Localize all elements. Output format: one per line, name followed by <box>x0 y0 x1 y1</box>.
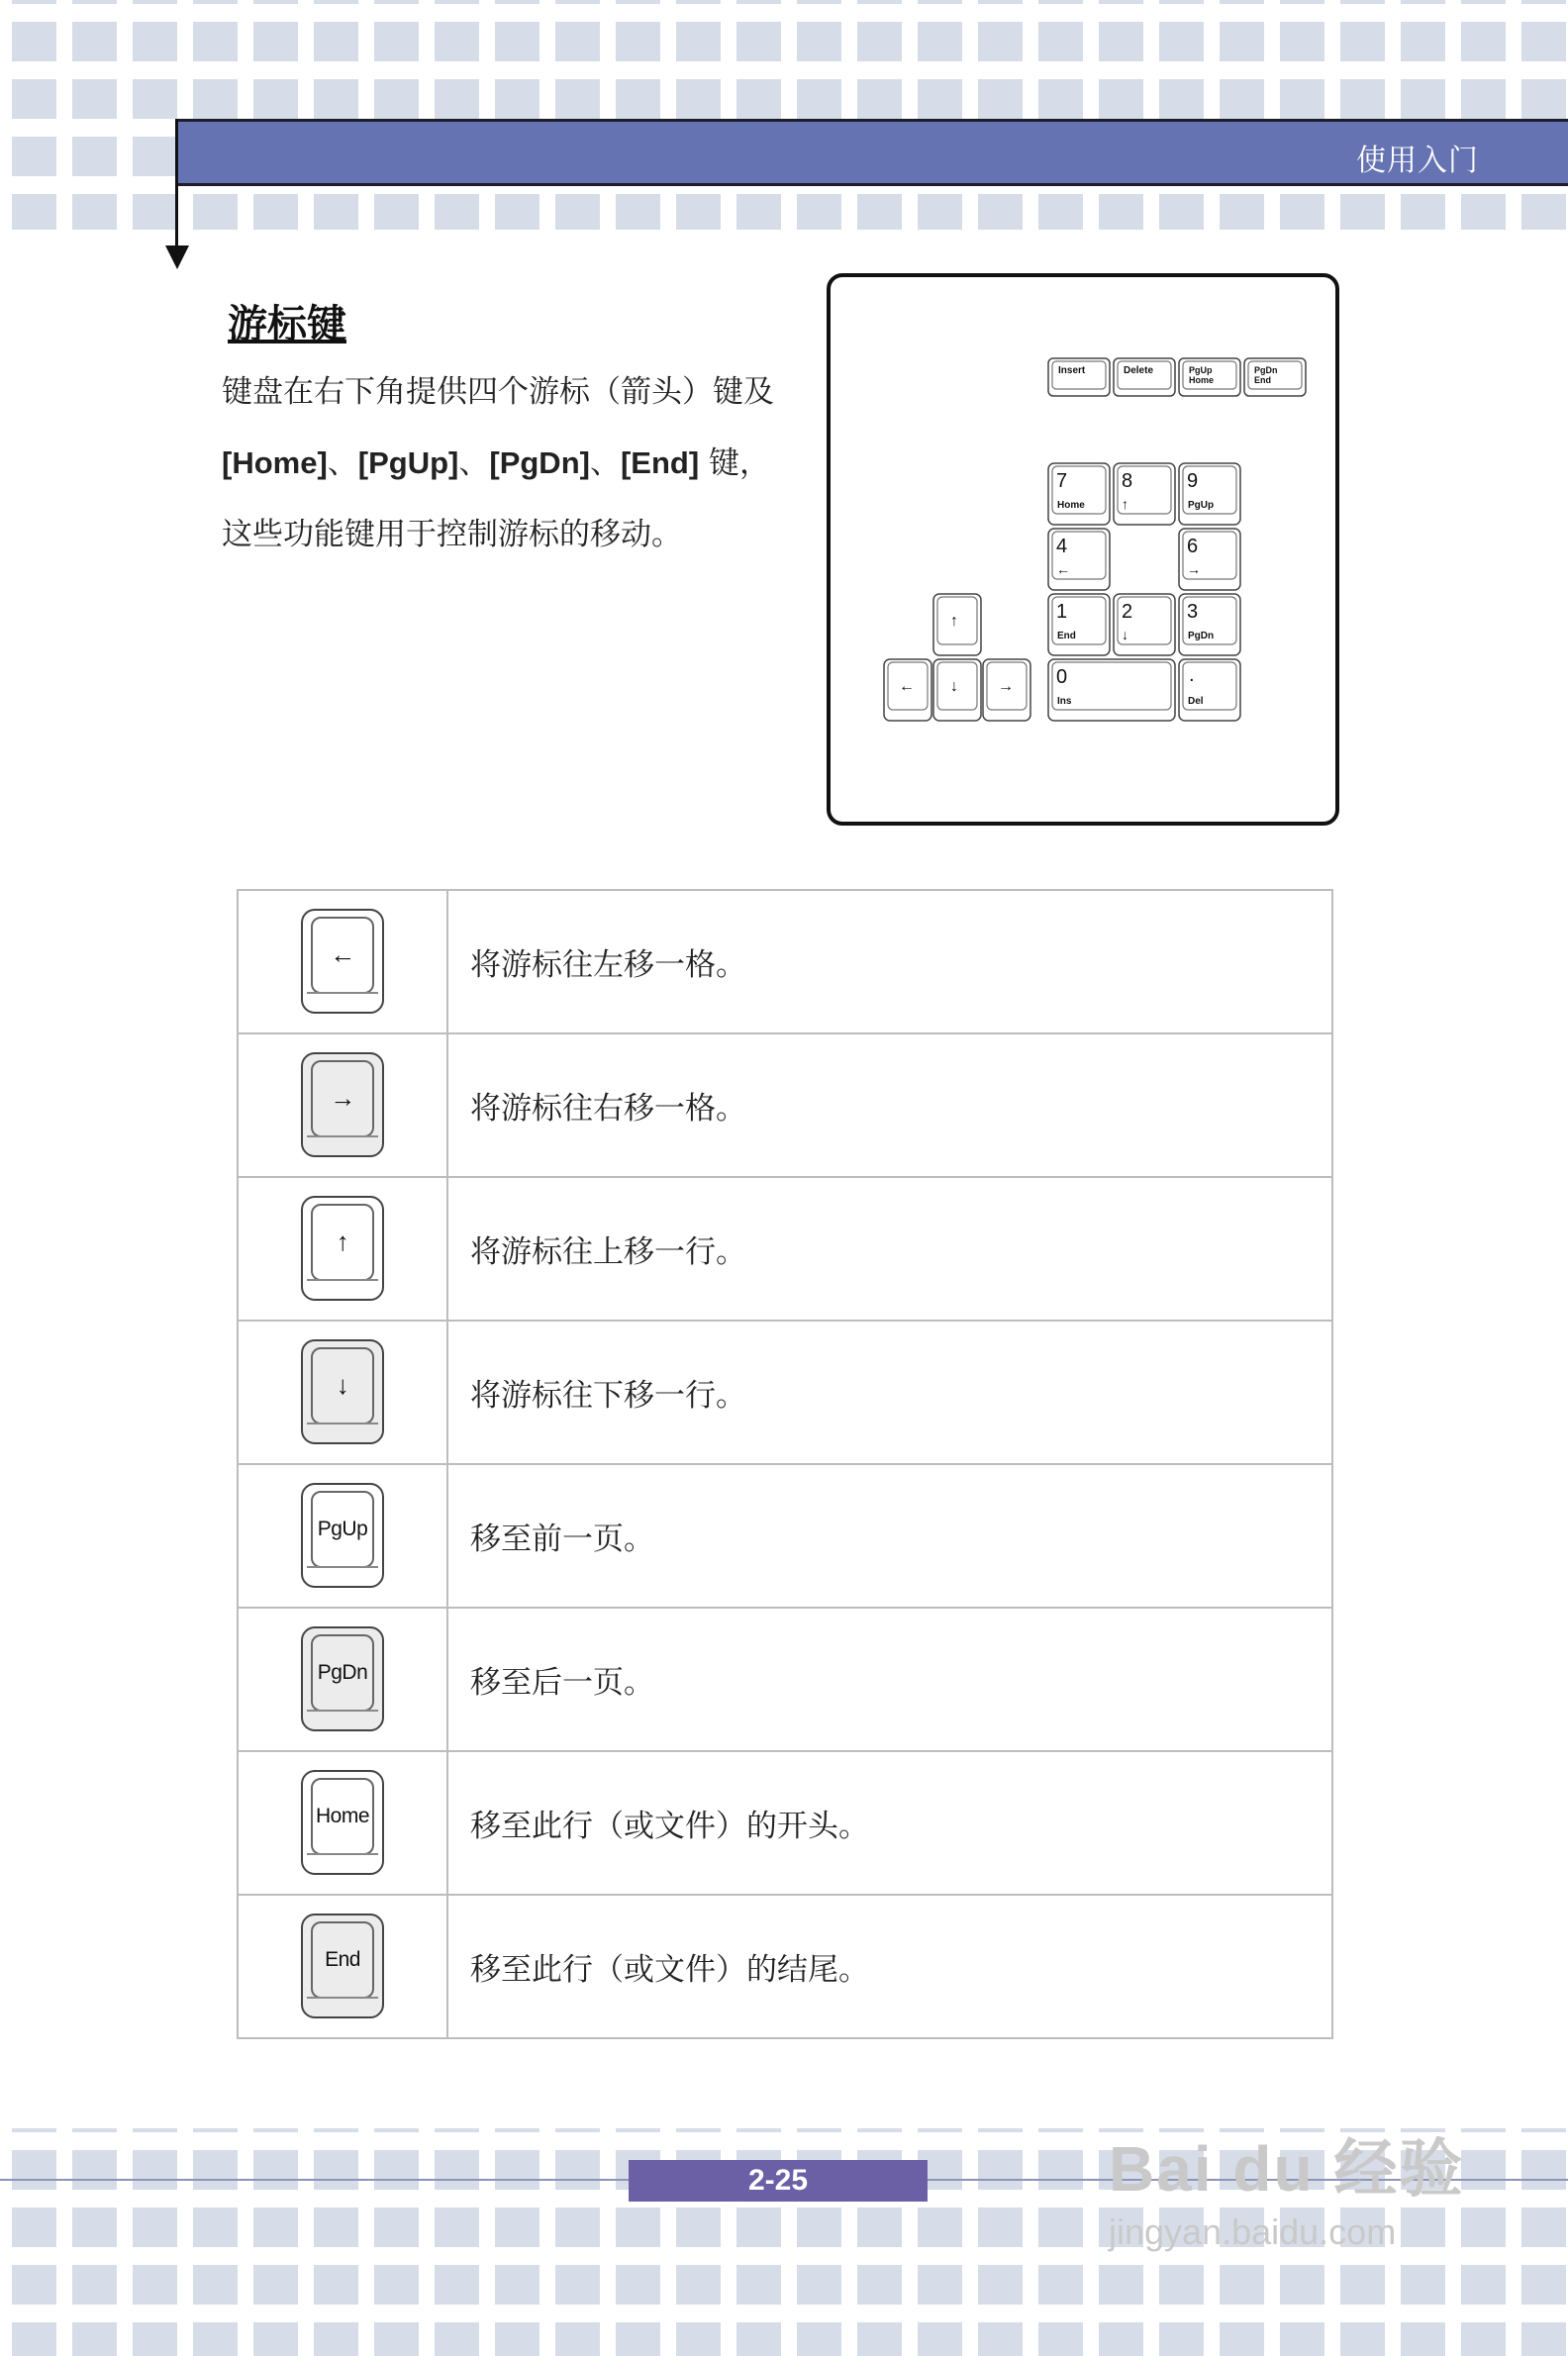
key-description: 将游标往右移一格。 <box>447 1033 1332 1177</box>
svg-text:2: 2 <box>1122 601 1133 623</box>
svg-text:Home: Home <box>1189 375 1215 385</box>
key-cell <box>238 1321 447 1464</box>
watermark-url: jingyan.baidu.com <box>1109 2211 1397 2252</box>
top-key-pgup-home <box>1179 358 1240 396</box>
numpad-key-4 <box>1048 529 1110 590</box>
arrow-key-up <box>933 594 981 655</box>
table-row <box>238 1033 1332 1177</box>
svg-text:0: 0 <box>1056 666 1068 688</box>
intro-sep: 、 <box>458 445 490 481</box>
key-description: 移至前一页。 <box>447 1464 1332 1608</box>
key-cell <box>238 890 447 1033</box>
key-description: 移至后一页。 <box>447 1608 1332 1751</box>
down-arrow-key-icon: ↓ <box>301 1339 384 1444</box>
arrow-key-right <box>983 659 1030 721</box>
key-description: 将游标往左移一格。 <box>447 890 1332 1033</box>
intro-line-3 <box>222 509 682 553</box>
svg-text:9: 9 <box>1187 470 1199 492</box>
key-cell <box>238 1464 447 1608</box>
svg-text:8: 8 <box>1122 470 1133 492</box>
page-number: 2-25 <box>629 2160 928 2202</box>
top-key-delete-label: Delete <box>1124 365 1154 376</box>
top-key-pgdn-end <box>1244 358 1306 396</box>
numpad-key-7 <box>1048 463 1110 525</box>
key-cell <box>238 1751 447 1895</box>
intro-line-1-text: 键盘在右下角提供四个游标（箭头）键及 <box>222 374 774 410</box>
pgdn-key-icon: PgDn <box>301 1626 384 1731</box>
key-cell <box>238 1177 447 1321</box>
header-vertical-line <box>175 119 178 247</box>
arrow-key-left <box>884 659 931 721</box>
numpad-key-1 <box>1048 594 1110 655</box>
svg-text:PgDn: PgDn <box>1188 631 1215 641</box>
header-title: 使用入门 <box>1356 144 1479 178</box>
intro-line-1 <box>222 366 774 411</box>
key-description: 移至此行（或文件）的结尾。 <box>447 1895 1332 2038</box>
key-cell <box>238 1033 447 1177</box>
numpad-key-0 <box>1048 659 1175 721</box>
right-arrow-key-icon: → <box>301 1052 384 1157</box>
svg-text:←: ← <box>899 678 915 695</box>
numpad-key-8 <box>1114 463 1175 525</box>
svg-text:End: End <box>1254 375 1271 385</box>
intro-key-home: [Home] <box>222 445 328 480</box>
svg-text:3: 3 <box>1187 601 1199 623</box>
table-row <box>238 1177 1332 1321</box>
table-row <box>238 890 1332 1033</box>
svg-text:7: 7 <box>1056 470 1068 492</box>
arrow-key-down <box>933 659 981 721</box>
intro-key-pgup: [PgUp] <box>357 445 459 480</box>
key-cell <box>238 1895 447 2038</box>
svg-text:↑: ↑ <box>950 613 958 630</box>
intro-sep: 、 <box>327 445 358 481</box>
key-function-table <box>237 889 1333 2039</box>
svg-text:4: 4 <box>1056 536 1068 557</box>
svg-text:→: → <box>998 678 1014 695</box>
svg-text:Home: Home <box>1057 500 1085 511</box>
svg-text:←: ← <box>1056 561 1070 577</box>
svg-text:↑: ↑ <box>1122 496 1128 512</box>
intro-line-2-tail: 键， <box>709 445 771 481</box>
key-description: 将游标往下移一行。 <box>447 1321 1332 1464</box>
table-row <box>238 1464 1332 1608</box>
top-key-delete <box>1114 358 1175 396</box>
svg-text:Del: Del <box>1188 696 1204 707</box>
svg-text:PgDn: PgDn <box>1254 365 1278 375</box>
home-key-icon: Home <box>301 1770 384 1875</box>
key-description: 移至此行（或文件）的开头。 <box>447 1751 1332 1895</box>
svg-text:6: 6 <box>1187 536 1199 557</box>
numpad-key-3 <box>1179 594 1240 655</box>
end-key-icon: End <box>301 1914 384 2018</box>
section-title: 游标键 <box>228 301 346 347</box>
numpad-key-9 <box>1179 463 1240 525</box>
intro-line-2 <box>222 438 770 482</box>
keyboard-diagram <box>831 277 1335 822</box>
table-row <box>238 1895 1332 2038</box>
svg-text:1: 1 <box>1056 601 1068 623</box>
svg-text:End: End <box>1057 631 1076 641</box>
watermark-brand: Bai du 经验 <box>1109 2133 1465 2205</box>
key-description: 将游标往上移一行。 <box>447 1177 1332 1321</box>
intro-key-end: [End] <box>620 445 700 480</box>
table-row <box>238 1321 1332 1464</box>
down-arrow-marker-icon <box>165 245 189 269</box>
intro-sep: 、 <box>589 445 621 481</box>
up-arrow-key-icon: ↑ <box>301 1196 384 1301</box>
header-bar <box>176 119 1568 186</box>
intro-line-3-text: 这些功能键用于控制游标的移动。 <box>222 517 682 552</box>
svg-text:→: → <box>1187 561 1201 577</box>
table-row <box>238 1608 1332 1751</box>
svg-text:↓: ↓ <box>950 678 958 695</box>
svg-text:PgUp: PgUp <box>1189 365 1213 375</box>
svg-text:PgUp: PgUp <box>1188 500 1215 511</box>
top-tile-pattern <box>0 0 1568 230</box>
table-row <box>238 1751 1332 1895</box>
svg-text:Ins: Ins <box>1057 696 1072 707</box>
left-arrow-key-icon: ← <box>301 909 384 1014</box>
svg-text:.: . <box>1189 664 1195 686</box>
intro-key-pgdn: [PgDn] <box>489 445 590 480</box>
numpad-key-dot <box>1179 659 1240 721</box>
numpad-key-6 <box>1179 529 1240 590</box>
key-cell <box>238 1608 447 1751</box>
top-key-insert <box>1048 358 1110 396</box>
top-key-insert-label: Insert <box>1058 365 1086 376</box>
svg-text:↓: ↓ <box>1122 627 1128 642</box>
watermark <box>1109 2118 1464 2253</box>
pgup-key-icon: PgUp <box>301 1483 384 1588</box>
keyboard-figure <box>827 273 1339 826</box>
numpad-key-2 <box>1114 594 1175 655</box>
